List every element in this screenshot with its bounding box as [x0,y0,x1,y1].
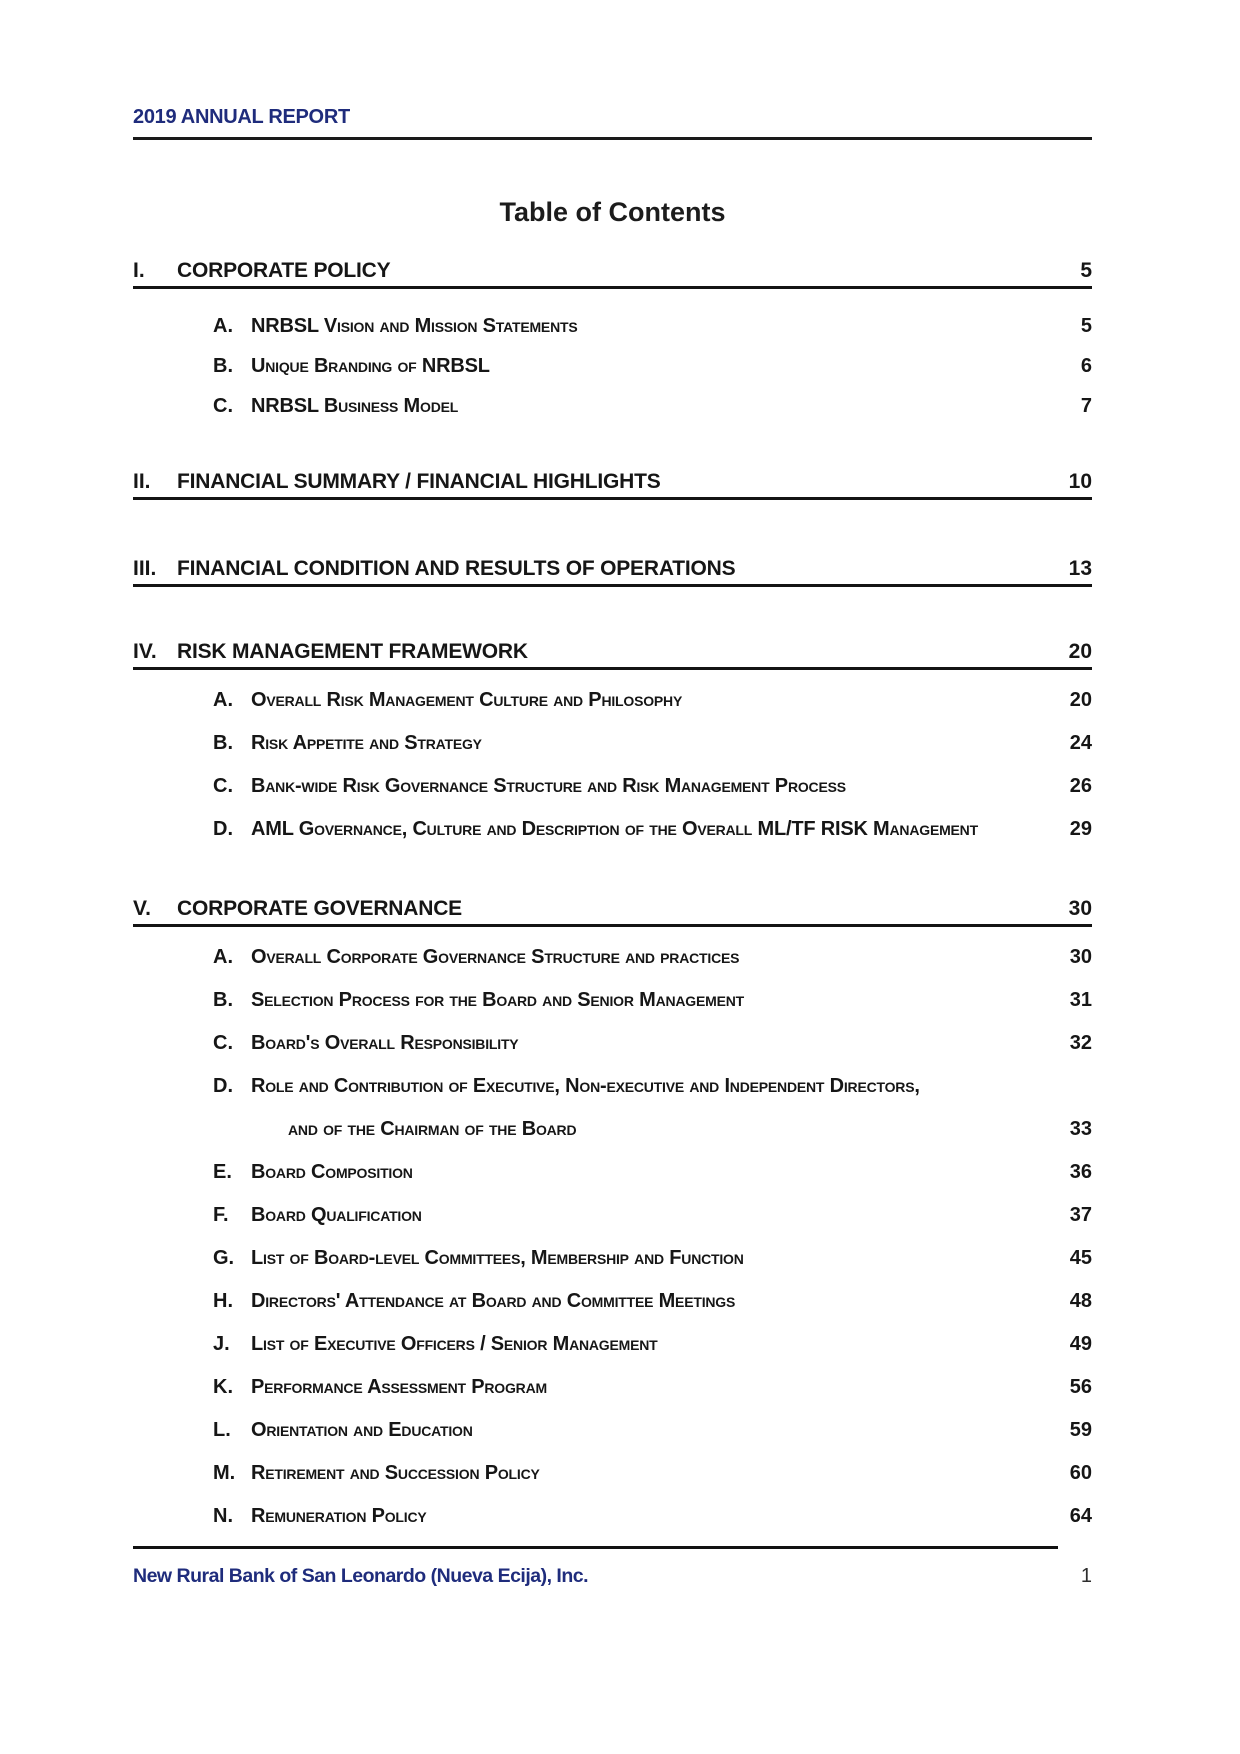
toc-item-row [133,987,1092,1013]
item-letter: F. [213,1204,229,1226]
section-title: CORPORATE POLICY [177,259,391,282]
item-page: 45 [1069,1247,1092,1269]
item-text: Retirement and Succession Policy [251,1462,540,1484]
item-letter: J. [213,1333,230,1355]
item-text: Selection Process for the Board and Senior Management [251,989,744,1011]
item-text: Remuneration Policy [251,1505,427,1527]
item-letter: C. [213,1032,233,1054]
item-text: Board Composition [251,1161,413,1183]
toc-item-row [133,1374,1092,1400]
section-numeral: I. [133,259,145,282]
item-text: Board Qualification [251,1204,422,1226]
item-letter: L. [213,1419,231,1441]
item-text: Role and Contribution of Executive, Non-executive and Independent Directors, [251,1075,920,1097]
toc-item-row [133,1331,1092,1357]
page-footer [133,1546,1092,1588]
toc-item-row [133,1030,1092,1056]
toc-section-row [133,469,1092,500]
toc-item-row [133,773,1092,799]
section-page: 30 [1068,897,1092,920]
item-letter: A. [213,315,233,337]
toc-section-row [133,258,1092,289]
item-page: 36 [1069,1161,1092,1183]
item-letter: A. [213,946,233,968]
footer-bank-name: New Rural Bank of San Leonardo (Nueva Ecija), Inc. [133,1565,589,1587]
item-page: 60 [1069,1462,1092,1484]
item-page: 26 [1069,775,1092,797]
footer-rule [133,1546,1058,1549]
item-page: 48 [1069,1290,1092,1312]
toc-section-row [133,556,1092,587]
toc-item-row [133,1288,1092,1314]
footer-row [133,1565,1092,1588]
item-text: Overall Corporate Governance Structure and practices [251,946,740,968]
item-page: 31 [1069,989,1092,1011]
report-header-title: 2019 ANNUAL REPORT [133,106,350,128]
item-page: 59 [1069,1419,1092,1441]
toc-item-row [133,1460,1092,1486]
item-letter: E. [213,1161,232,1183]
toc-item-row [133,1503,1092,1529]
item-text: AML Governance, Culture and Description of the Overall ML/TF RISK Management [251,818,978,840]
item-page: 56 [1069,1376,1092,1398]
toc-item-row [133,944,1092,970]
page-title: Table of Contents [499,197,726,227]
toc-item-row [133,353,1092,379]
toc-item-row [133,393,1092,419]
page-content [133,0,1092,1529]
item-page: 30 [1069,946,1092,968]
item-page: 7 [1080,395,1092,417]
section-numeral: III. [133,557,157,580]
toc-item-row [133,313,1092,339]
item-text: NRBSL Business Model [251,395,459,417]
item-text: Risk Appetite and Strategy [251,732,482,754]
toc-item-row [133,1073,1092,1099]
report-header [133,104,1092,140]
item-page: 64 [1069,1505,1092,1527]
item-page: 6 [1080,355,1092,377]
section-numeral: V. [133,897,151,920]
section-title: RISK MANAGEMENT FRAMEWORK [177,640,528,663]
item-page: 49 [1069,1333,1092,1355]
item-letter: B. [213,732,233,754]
section-page: 13 [1068,557,1092,580]
item-page: 24 [1069,732,1092,754]
item-letter: G. [213,1247,235,1269]
item-page: 29 [1069,818,1092,840]
item-text: Performance Assessment Program [251,1376,547,1398]
item-text: NRBSL Vision and Mission Statements [251,315,578,337]
item-text: Board's Overall Responsibility [251,1032,519,1054]
section-page: 20 [1068,640,1092,663]
item-letter: C. [213,775,233,797]
item-page: 20 [1069,689,1092,711]
item-text: Orientation and Education [251,1419,473,1441]
item-letter: B. [213,989,233,1011]
item-letter: D. [213,1075,233,1097]
toc-item-row [133,1417,1092,1443]
item-continuation-text: and of the Chairman of the Board [288,1118,577,1140]
section-numeral: IV. [133,640,157,663]
item-page: 37 [1069,1204,1092,1226]
item-letter: B. [213,355,233,377]
item-text: List of Board-level Committees, Membership and Function [251,1247,744,1269]
toc-item-row [133,687,1092,713]
item-text: Unique Branding of NRBSL [251,355,490,377]
section-title: CORPORATE GOVERNANCE [177,897,462,920]
toc-item-row [133,1245,1092,1271]
section-page: 10 [1068,470,1092,493]
section-page: 5 [1080,259,1092,282]
item-page: 5 [1080,315,1092,337]
section-numeral: II. [133,470,151,493]
toc-item-row [133,730,1092,756]
item-letter: H. [213,1290,233,1312]
item-letter: K. [213,1376,233,1398]
toc-section-row [133,639,1092,670]
toc-item-row [133,1202,1092,1228]
section-title: FINANCIAL SUMMARY / FINANCIAL HIGHLIGHTS [177,470,661,493]
item-page: 33 [1069,1118,1092,1140]
item-text: List of Executive Officers / Senior Management [251,1333,658,1355]
toc-item-row [133,816,1092,842]
section-title: FINANCIAL CONDITION AND RESULTS OF OPERATIONS [177,557,736,580]
item-letter: A. [213,689,233,711]
item-text: Directors' Attendance at Board and Committee Meetings [251,1290,736,1312]
toc-item-row [133,1159,1092,1185]
item-letter: C. [213,395,233,417]
item-letter: D. [213,818,233,840]
item-letter: M. [213,1462,236,1484]
toc-section-row [133,896,1092,927]
footer-page-number: 1 [1080,1565,1092,1587]
item-page: 32 [1069,1032,1092,1054]
item-letter: N. [213,1505,233,1527]
item-text: Overall Risk Management Culture and Philosophy [251,689,683,711]
toc-item-continuation-row [133,1116,1092,1142]
item-text: Bank-wide Risk Governance Structure and Risk Management Process [251,775,846,797]
